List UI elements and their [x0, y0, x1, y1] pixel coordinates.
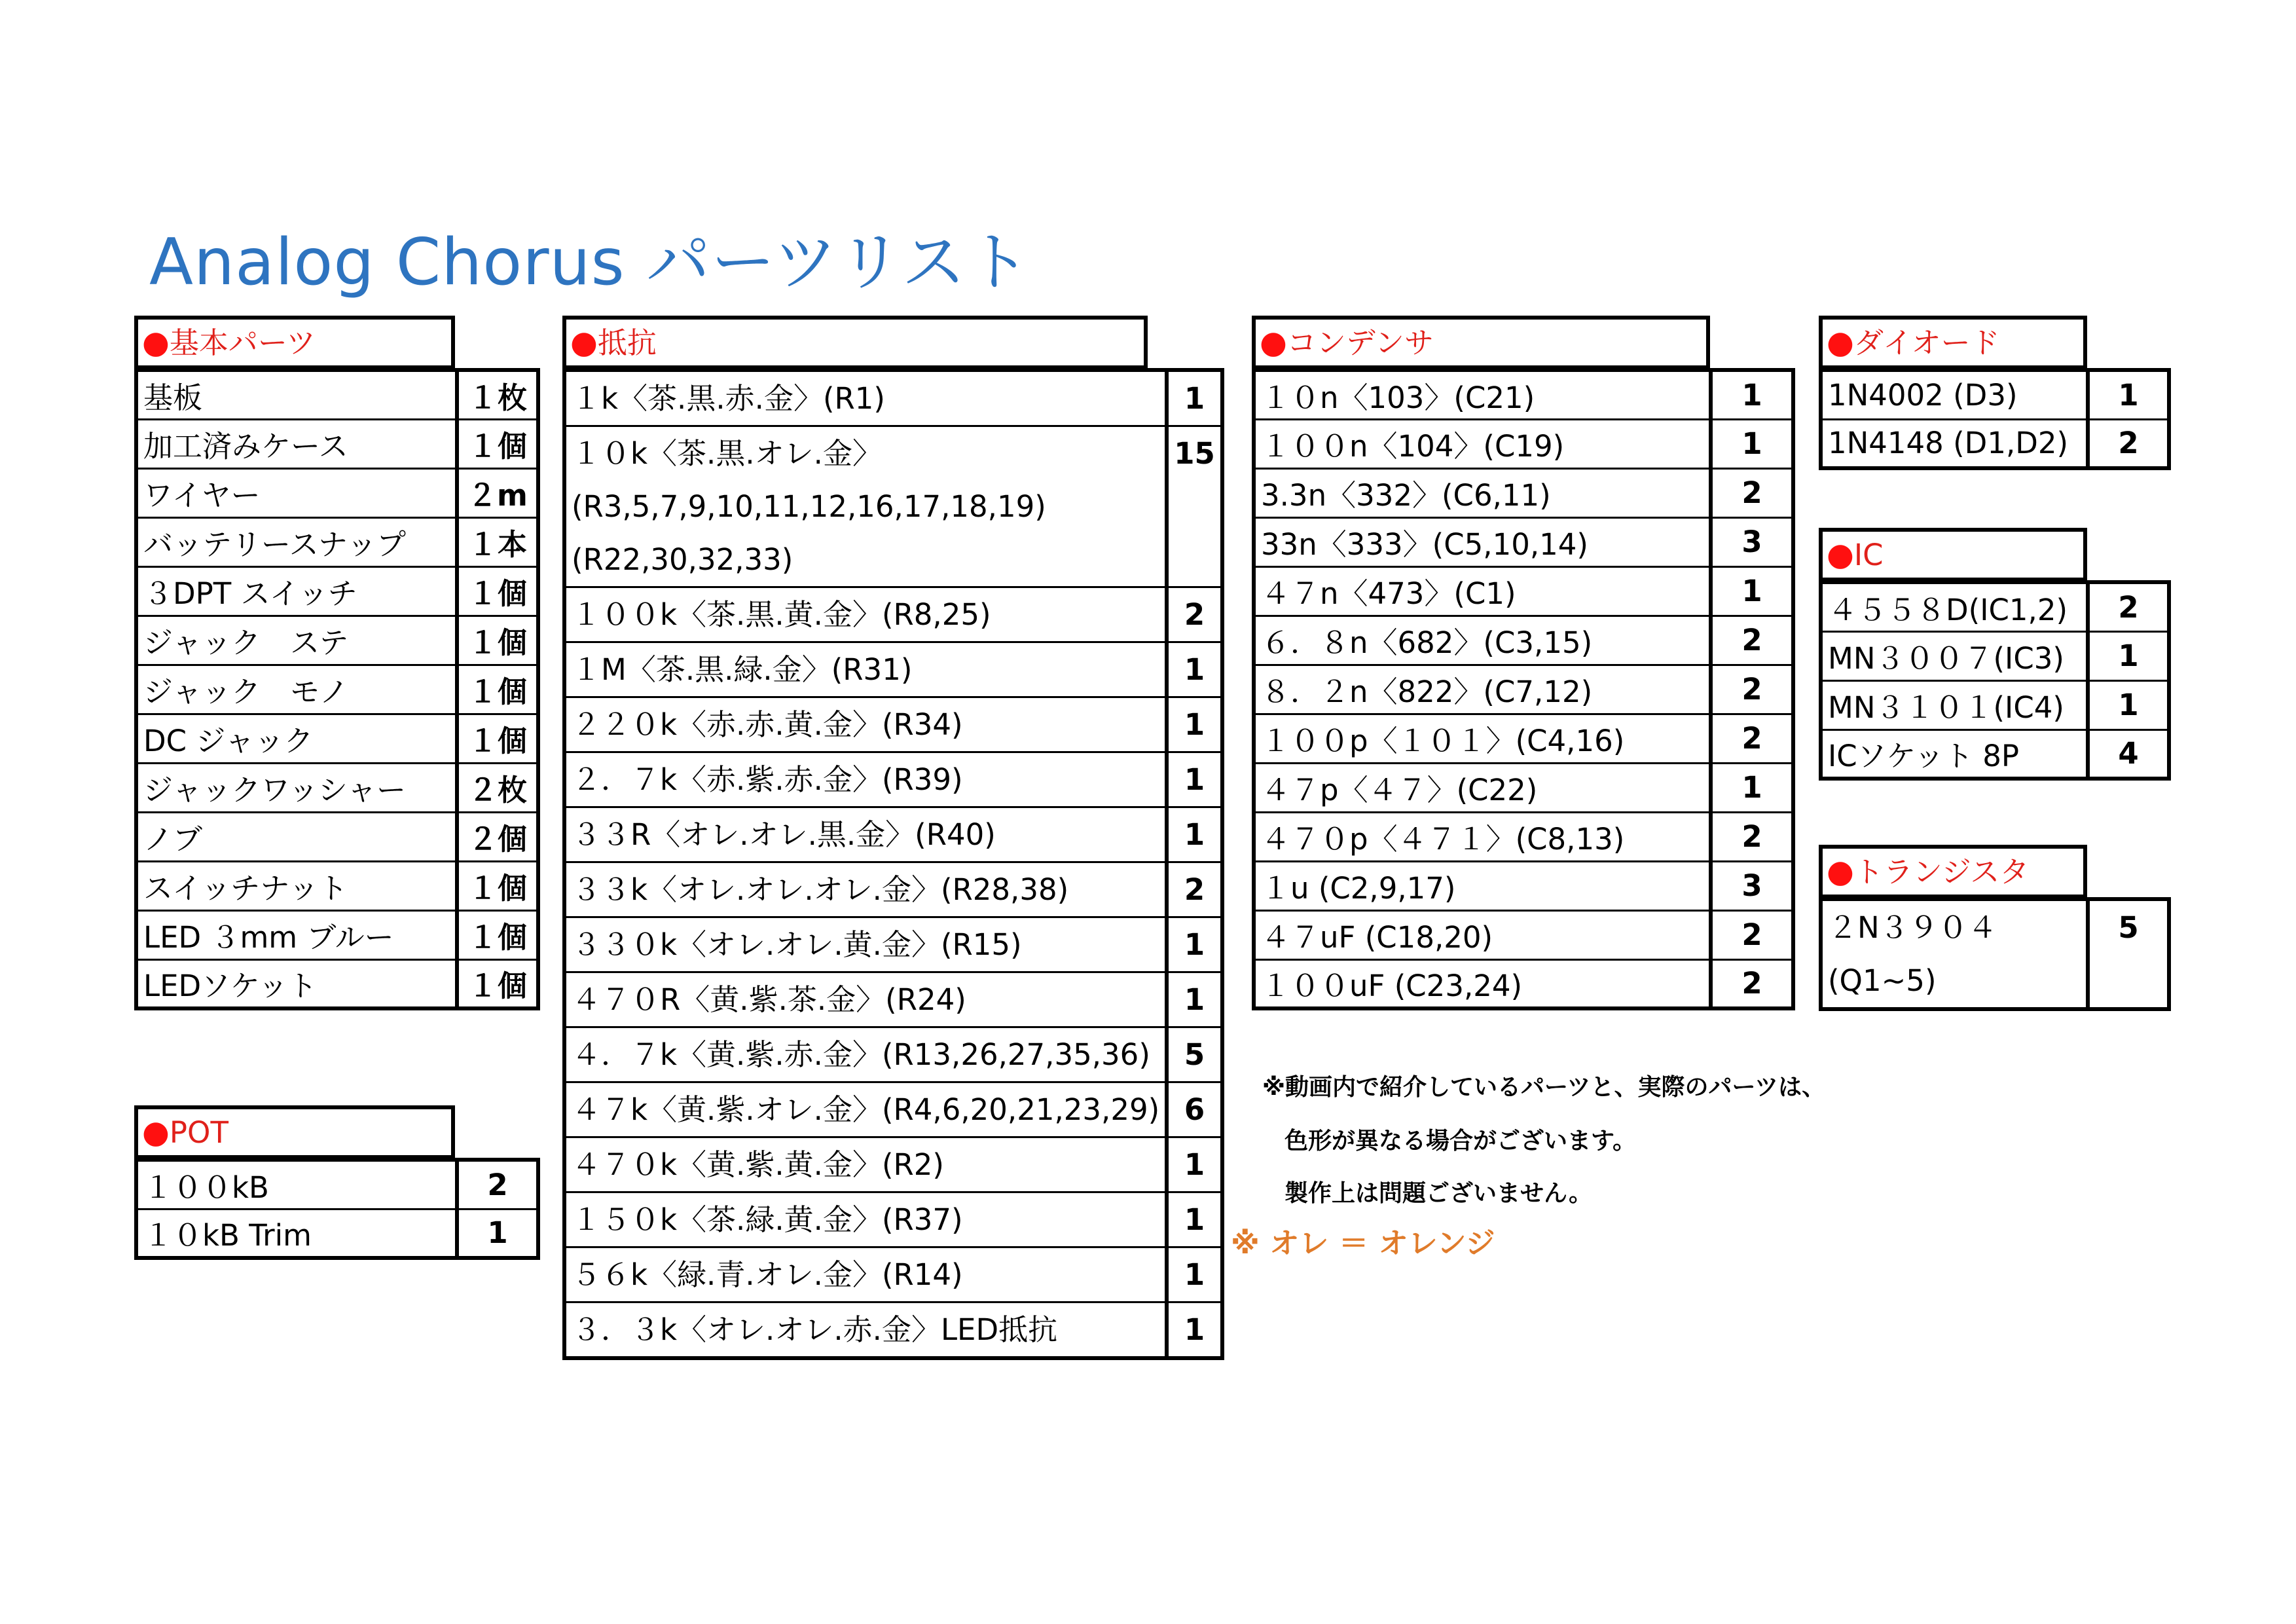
quantity-cell: １本 [457, 517, 538, 566]
part-name-line: ５６k〈緑.青.オレ.金〉(R14) [572, 1257, 963, 1292]
table-row [1821, 582, 2169, 631]
quantity-cell: 2 [1711, 959, 1793, 1008]
quantity-cell: 1 [1167, 370, 1222, 426]
table-row [136, 616, 538, 665]
resistor-table [562, 368, 1224, 1360]
red-dot-icon: ● [1827, 853, 1854, 890]
table-row [564, 1192, 1222, 1247]
table-row [564, 1082, 1222, 1137]
quantity-cell: 1 [1167, 972, 1222, 1027]
part-name-cell: MN３１０１(IC4) [1821, 680, 2088, 729]
part-name-cell: ジャック モノ [136, 665, 457, 714]
red-dot-icon: ● [142, 324, 170, 361]
table-row [1254, 566, 1793, 616]
part-name-line: ４７０R〈黄.紫.茶.金〉(R24) [572, 982, 966, 1017]
table-row [1254, 910, 1793, 959]
part-name-cell: LEDソケット [136, 959, 457, 1008]
quantity-cell: ２m [457, 468, 538, 517]
table-row [136, 861, 538, 910]
part-name-cell: ４７uF (C18,20) [1254, 910, 1711, 959]
quantity-cell: 1 [1167, 642, 1222, 697]
table-row [1821, 370, 2169, 419]
quantity-cell: 1 [1167, 697, 1222, 752]
table-row [564, 642, 1222, 697]
diode-table [1819, 368, 2171, 470]
table-row [136, 517, 538, 566]
transistor-table [1819, 897, 2171, 1011]
quantity-cell: 1 [1167, 1247, 1222, 1302]
section-heading [1819, 845, 2087, 898]
quantity-cell: 1 [1711, 419, 1793, 468]
part-name-line: ２N３９０４ [1828, 910, 1997, 945]
table-row [564, 972, 1222, 1027]
part-name-cell: スイッチナット [136, 861, 457, 910]
part-name-line: １００k〈茶.黒.黄.金〉(R8,25) [572, 597, 991, 632]
part-name-line: ３３０k〈オレ.オレ.黄.金〉(R15) [572, 927, 1022, 962]
part-name-cell: 1N4148 (D1,D2) [1821, 419, 2088, 468]
section-heading [134, 316, 455, 369]
part-name-cell: ジャックワッシャー [136, 763, 457, 812]
part-name-cell: ３DPT スイッチ [136, 566, 457, 616]
part-name-cell: 加工済みケース [136, 419, 457, 468]
part-name-cell [564, 917, 1167, 972]
quantity-cell: ２個 [457, 812, 538, 861]
quantity-cell: 3 [1711, 861, 1793, 910]
part-name-cell [564, 972, 1167, 1027]
part-name-cell: LED ３mm ブルー [136, 910, 457, 959]
pot-heading: POT [169, 1115, 228, 1150]
capacitor-heading: コンデンサ [1286, 325, 1434, 360]
part-name-line: (R22,30,32,33) [572, 542, 793, 577]
part-name-cell: ワイヤー [136, 468, 457, 517]
capacitor-table [1252, 368, 1795, 1010]
part-name-cell: １００n〈104〉(C19) [1254, 419, 1711, 468]
quantity-cell: １個 [457, 714, 538, 763]
table-row [1254, 468, 1793, 517]
table-row [1821, 631, 2169, 680]
note-line: 製作上は問題ございません。 [1285, 1180, 1593, 1207]
ic-heading: IC [1853, 538, 1884, 572]
part-name-cell: ICソケット 8P [1821, 729, 2088, 779]
table-row [136, 763, 538, 812]
quantity-cell: 2 [1167, 862, 1222, 917]
part-name-cell [564, 697, 1167, 752]
part-name-cell [564, 370, 1167, 426]
quantity-cell: 1 [1167, 917, 1222, 972]
quantity-cell: １個 [457, 910, 538, 959]
table-row [564, 587, 1222, 642]
part-name-cell [564, 1247, 1167, 1302]
part-name-cell: バッテリースナップ [136, 517, 457, 566]
quantity-cell: 1 [1167, 1302, 1222, 1359]
red-dot-icon: ● [1260, 324, 1287, 361]
section-heading [562, 316, 1148, 369]
table-row [1254, 763, 1793, 812]
part-name-cell: １００p〈１０１〉(C4,16) [1254, 714, 1711, 763]
quantity-cell: 1 [457, 1209, 538, 1258]
quantity-cell: 2 [457, 1160, 538, 1209]
section-heading [1819, 528, 2087, 581]
quantity-cell: 2 [1167, 587, 1222, 642]
part-name-line: １M〈茶.黒.緑.金〉(R31) [572, 652, 913, 687]
part-name-cell [564, 752, 1167, 807]
table-row [1821, 729, 2169, 779]
quantity-cell: 3 [1711, 517, 1793, 566]
table-row [564, 752, 1222, 807]
table-row [564, 1302, 1222, 1359]
quantity-cell: １個 [457, 419, 538, 468]
part-name-line: ４７k〈黄.紫.オレ.金〉(R4,6,20,21,23,29) [572, 1092, 1160, 1127]
part-name-line: ２２０k〈赤.赤.黄.金〉(R34) [572, 707, 963, 742]
note-line: ※動画内で紹介しているパーツと、実際のパーツは、 [1262, 1074, 1826, 1101]
quantity-cell: 4 [2088, 729, 2169, 779]
part-name-cell [564, 1027, 1167, 1082]
table-row [564, 1137, 1222, 1192]
quantity-cell: 2 [2088, 419, 2169, 468]
quantity-cell: 5 [2088, 899, 2169, 1009]
quantity-cell: 2 [1711, 714, 1793, 763]
part-name-line: ４．７k〈黄.紫.赤.金〉(R13,26,27,35,36) [572, 1037, 1150, 1072]
part-name-cell: １００uF (C23,24) [1254, 959, 1711, 1008]
part-name-cell: １u (C2,9,17) [1254, 861, 1711, 910]
table-row [1254, 616, 1793, 665]
part-name-line: (R3,5,7,9,10,11,12,16,17,18,19) [572, 489, 1046, 524]
table-row [1821, 419, 2169, 468]
part-name-cell [564, 1082, 1167, 1137]
part-name-cell: 33n〈333〉(C5,10,14) [1254, 517, 1711, 566]
table-row [1254, 861, 1793, 910]
quantity-cell: 1 [2088, 680, 2169, 729]
part-name-line: １k〈茶.黒.赤.金〉(R1) [572, 381, 885, 416]
table-row [564, 1027, 1222, 1082]
quantity-cell: 2 [1711, 468, 1793, 517]
table-row [136, 714, 538, 763]
diode-heading: ダイオード [1853, 325, 2000, 360]
table-row [1254, 812, 1793, 861]
quantity-cell: 1 [1711, 566, 1793, 616]
quantity-cell: 15 [1167, 426, 1222, 587]
quantity-cell: 1 [1711, 763, 1793, 812]
table-row [136, 910, 538, 959]
quantity-cell: 2 [2088, 582, 2169, 631]
part-name-cell [564, 862, 1167, 917]
part-name-cell [564, 587, 1167, 642]
quantity-cell: １個 [457, 616, 538, 665]
part-name-cell [564, 1302, 1167, 1359]
basic-parts-table [134, 368, 540, 1010]
quantity-cell: １個 [457, 959, 538, 1008]
table-row [1254, 370, 1793, 419]
table-row [1254, 665, 1793, 714]
abbreviation-note: ※ オレ ＝ オレンジ [1231, 1226, 1495, 1261]
table-row [1821, 899, 2169, 1009]
quantity-cell: １個 [457, 566, 538, 616]
table-row [1254, 517, 1793, 566]
table-row [136, 370, 538, 419]
quantity-cell: 2 [1711, 665, 1793, 714]
quantity-cell: 6 [1167, 1082, 1222, 1137]
table-row [136, 665, 538, 714]
quantity-cell: 2 [1711, 616, 1793, 665]
part-name-line: １０k〈茶.黒.オレ.金〉 [572, 436, 882, 471]
table-row [564, 697, 1222, 752]
basic-parts-heading: 基本パーツ [169, 325, 316, 360]
page-title: Analog Chorus パーツリスト [149, 225, 1031, 300]
note-line: 色形が異なる場合がございます。 [1285, 1128, 1637, 1154]
part-name-cell: ８．２n〈822〉(C7,12) [1254, 665, 1711, 714]
part-name-cell [564, 1137, 1167, 1192]
ic-table [1819, 580, 2171, 781]
part-name-line: ２．７k〈赤.紫.赤.金〉(R39) [572, 762, 963, 797]
table-row [1254, 714, 1793, 763]
part-name-cell [564, 642, 1167, 697]
red-dot-icon: ● [1827, 536, 1854, 573]
table-row [564, 426, 1222, 587]
quantity-cell: 2 [1711, 910, 1793, 959]
part-name-line: ３．３k〈オレ.オレ.赤.金〉LED抵抗 [572, 1312, 1058, 1347]
red-dot-icon: ● [570, 324, 598, 361]
quantity-cell: 1 [2088, 631, 2169, 680]
table-row [136, 419, 538, 468]
table-row [1254, 419, 1793, 468]
part-name-line: ３３k〈オレ.オレ.オレ.金〉(R28,38) [572, 872, 1069, 907]
part-name-cell: ４５５８D(IC1,2) [1821, 582, 2088, 631]
part-name-cell: ジャック ステ [136, 616, 457, 665]
transistor-heading: トランジスタ [1853, 855, 2030, 889]
part-name-cell: 1N4002 (D3) [1821, 370, 2088, 419]
part-name-cell: ４７０p〈４７１〉(C8,13) [1254, 812, 1711, 861]
part-name-cell: ノブ [136, 812, 457, 861]
table-row [564, 370, 1222, 426]
table-row [136, 566, 538, 616]
quantity-cell: 5 [1167, 1027, 1222, 1082]
quantity-cell: 1 [1167, 1137, 1222, 1192]
part-name-cell [564, 807, 1167, 862]
red-dot-icon: ● [1827, 324, 1854, 361]
part-name-cell: １０n〈103〉(C21) [1254, 370, 1711, 419]
part-name-cell [1821, 899, 2088, 1009]
part-name-cell: MN３００７(IC3) [1821, 631, 2088, 680]
part-name-line: (Q1~5) [1828, 963, 1937, 998]
table-row [564, 807, 1222, 862]
part-name-cell [564, 1192, 1167, 1247]
table-row [136, 1209, 538, 1258]
quantity-cell: 1 [1167, 752, 1222, 807]
part-name-cell: １０kB Trim [136, 1209, 457, 1258]
part-name-cell: DC ジャック [136, 714, 457, 763]
quantity-cell: 1 [1167, 807, 1222, 862]
quantity-cell: １個 [457, 665, 538, 714]
section-heading [1252, 316, 1710, 369]
table-row [564, 862, 1222, 917]
table-row [564, 917, 1222, 972]
quantity-cell: 1 [2088, 370, 2169, 419]
resistor-heading: 抵抗 [597, 325, 657, 360]
part-name-cell [564, 426, 1167, 587]
table-row [564, 1247, 1222, 1302]
table-row [136, 1160, 538, 1209]
part-name-cell: １００kB [136, 1160, 457, 1209]
quantity-cell: 2 [1711, 812, 1793, 861]
part-name-cell: 基板 [136, 370, 457, 419]
table-row [136, 959, 538, 1008]
table-row [1254, 959, 1793, 1008]
section-heading [1819, 316, 2087, 369]
part-name-cell: 3.3n〈332〉(C6,11) [1254, 468, 1711, 517]
quantity-cell: 1 [1167, 1192, 1222, 1247]
part-name-cell: ４７p〈４７〉(C22) [1254, 763, 1711, 812]
table-row [136, 812, 538, 861]
section-heading [134, 1105, 455, 1159]
pot-table [134, 1158, 540, 1260]
part-name-line: ４７０k〈黄.紫.黄.金〉(R2) [572, 1147, 944, 1182]
part-name-line: １５０k〈茶.緑.黄.金〉(R37) [572, 1202, 963, 1237]
quantity-cell: １個 [457, 861, 538, 910]
red-dot-icon: ● [142, 1114, 170, 1151]
quantity-cell: １枚 [457, 370, 538, 419]
quantity-cell: 1 [1711, 370, 1793, 419]
part-name-cell: ６．８n〈682〉(C3,15) [1254, 616, 1711, 665]
quantity-cell: ２枚 [457, 763, 538, 812]
table-row [1821, 680, 2169, 729]
part-name-line: ３３R〈オレ.オレ.黒.金〉(R40) [572, 817, 996, 852]
table-row [136, 468, 538, 517]
part-name-cell: ４７n〈473〉(C1) [1254, 566, 1711, 616]
